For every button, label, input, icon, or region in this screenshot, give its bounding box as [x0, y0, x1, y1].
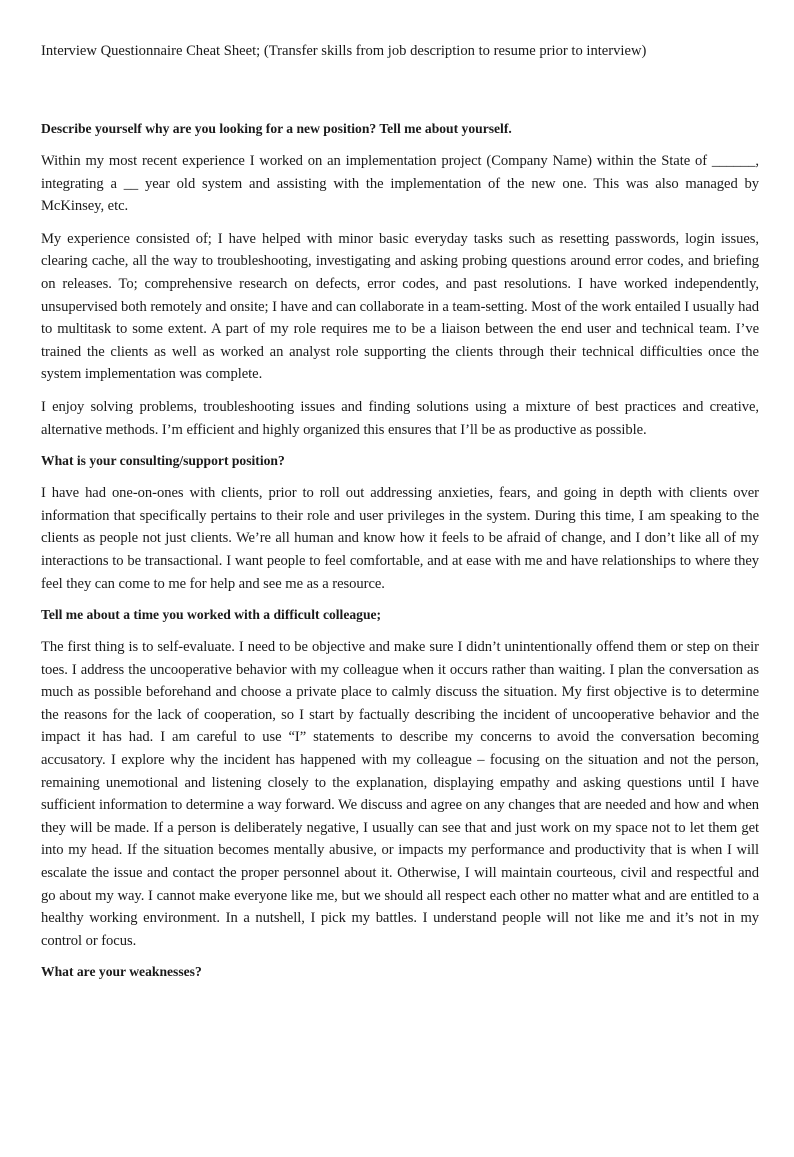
answer-paragraph: I have had one-on-ones with clients, prior to roll out addressing anxieties, fears, and going in depth with clients over information that specifically pertains to their role and user privileges in the system. During this time, I am speaking to the clients as people not just clients. We’re all human and know how it feels to be afraid of change, and I don’t like all of my interactions to be transactional. I want people to feel comfortable, and at ease with me and have relationships to where they feel they can come to me for help and see me as a resource.	[41, 485, 759, 592]
document-body	[41, 119, 759, 993]
answer-paragraph: Within my most recent experience I worked on an implementation project (Company Name) within the State of ______, integrating a __ year old system and assisting with the implementation of the new one. This was also managed by McKinsey, etc.	[41, 153, 759, 215]
document-title: Interview Questionnaire Cheat Sheet; (Transfer skills from job description to resume prior to interview)	[41, 43, 647, 59]
question-heading: Tell me about a time you worked with a difficult colleague;	[41, 607, 382, 623]
question-heading: Describe yourself why are you looking for a new position? Tell me about yourself.	[41, 121, 512, 136]
answer-paragraph: My experience consisted of; I have helped with minor basic everyday tasks such as resetting passwords, login issues, clearing cache, all the way to troubleshooting, investigating and asking probing questions around error codes, and briefing on releases. To; comprehensive research on defects, error codes, and past resolutions. I have worked independently, unsupervised both remotely and onsite; I have and can collaborate in a team-setting. Most of the work entailed I usually had to multitask to some extent. A part of my role requires me to be a liaison between the end user and technical team. I’ve trained the clients as well as worked an analyst role supporting the clients through their technical difficulties once the system implementation was complete.	[41, 230, 760, 383]
question-heading: What is your consulting/support position?	[41, 453, 285, 469]
answer-paragraph: The first thing is to self-evaluate. I need to be objective and make sure I didn’t unintentionally offend them or step on their toes. I address the uncooperative behavior with my colleague when it occurs rather than waiting. I plan the conversation as much as possible beforehand and choose a private place to calmly discuss the situation. My first objective is to determine the reasons for the lack of cooperation, so I start by factually describing the incident of uncooperative behavior and the impact it has had. I am careful to use “I” statements to describe my concerns to avoid the conversation becoming accusatory. I explore why the incident has happened with my colleague – focusing on the situation and not the person, remaining unemotional and listening closely to the explanation, displaying empathy and asking questions until I have sufficient information to determine a way forward. We discuss and agree on any changes that are needed and how and when they will be made. If a person is deliberately negative, I usually can see that and just work on my space not to let them get into my head. If the situation becomes mentally abusive, or impacts my performance and productivity that is when I will escalate the issue and contact the proper personnel about it. Otherwise, I will maintain courteous, civil and respectful and go about my way. I cannot make everyone like me, but we should all respect each other no matter what and are entitled to a healthy working environment. In a nutshell, I pick my battles. I understand people will not like me and it’s not in my control or focus.	[41, 639, 759, 949]
answer-paragraph: I enjoy solving problems, troubleshooting issues and finding solutions using a mixture of best practices and creative, alternative methods. I’m efficient and highly organized this ensures that I’ll be as productive as possible.	[41, 398, 759, 438]
question-heading: What are your weaknesses?	[41, 964, 202, 980]
